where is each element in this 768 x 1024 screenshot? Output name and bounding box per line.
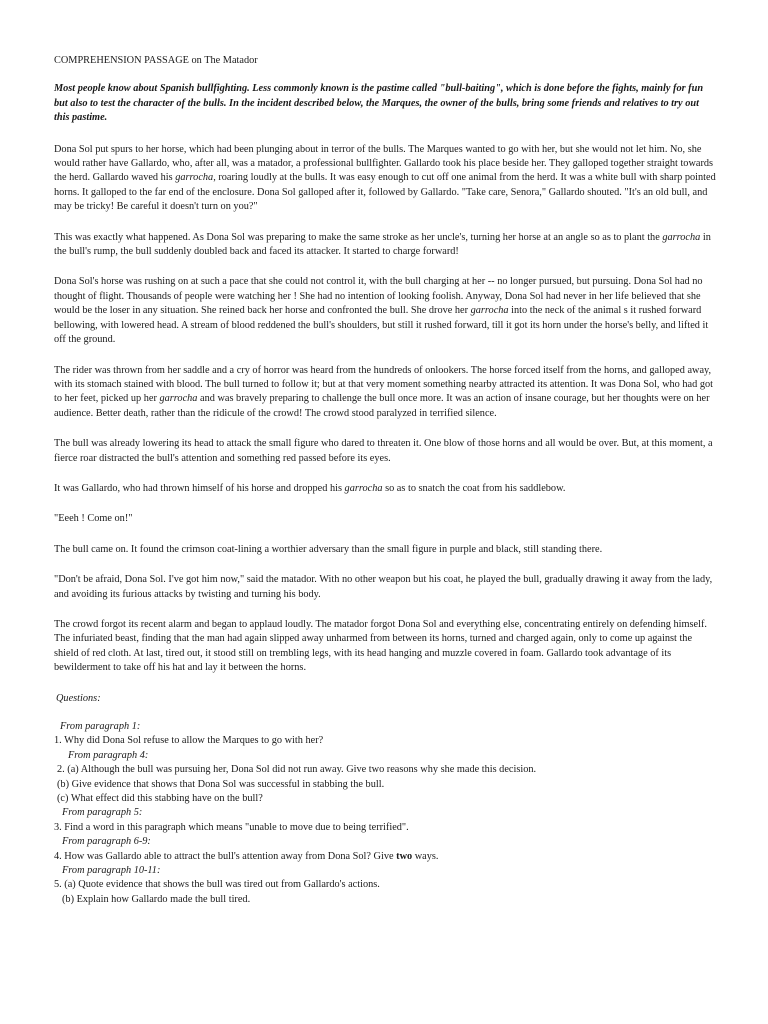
paragraph-7: "Eeeh ! Come on!" <box>54 513 133 525</box>
question-3: 3. Find a word in this paragraph which means "unable to move due to being terrified". <box>54 821 409 833</box>
question-section-label: From paragraph 4: <box>68 749 149 761</box>
question-2b: (b) Give evidence that shows that Dona Sol was successful in stabbing the bull. <box>57 778 385 790</box>
question-section-label: From paragraph 10-11: <box>62 865 161 877</box>
questions-section <box>54 692 716 908</box>
question-5a: 5. (a) Quote evidence that shows the bull was tired out from Gallardo's actions. <box>54 879 380 891</box>
paragraph-6: It was Gallardo, who had thrown himself of his horse and dropped his garrocha so as to snatch the coat from his saddlebow. <box>54 482 566 494</box>
question-4: 4. How was Gallardo able to attract the bull's attention away from Dona Sol? Give two ways. <box>54 850 439 862</box>
question-5b: (b) Explain how Gallardo made the bull tired. <box>62 893 251 905</box>
paragraph-1: Dona Sol put spurs to her horse, which had been plunging about in terror of the bulls. The Marques wanted to go with her, but she would not let him. No, she would rather have Gallardo, who, after all, was a matador, a professional bullfighter. Gallardo took his place beside her. They galloped together straight towards the herd. Gallardo waved his garrocha, roaring loudly at the bulls. It was easy enough to cut off one animal from the herd. It was a white bull with sharp pointed horns. It galloped to the far end of the enclosure. Dona Sol galloped after it, followed by Gallardo. "Take care, Senora," Gallardo shouted. "It's an old bull, and may be tricky! Be careful it doesn't turn on you?" <box>54 143 716 213</box>
questions-heading: Questions: <box>56 692 101 704</box>
paragraph-3: Dona Sol's horse was rushing on at such a pace that she could not control it, with the bull charging at her -- no longer pursued, but pursuing. Dona Sol had no thought of flight. Thousands of people were watching her ! She had no intention of looking foolish. Anyway, Dona Sol had never in her life believed that she would be the loser in any situation. She reined back her horse and confronted the bull. She drove her garrocha into the neck of the animal s it rushed forward bellowing, with lowered head. A stream of blood reddened the bull's shoulders, but still it rushed forward, till it got its horn under the horse's belly, and lifted it off the ground. <box>54 276 709 346</box>
paragraph-10: The crowd forgot its recent alarm and began to applaud loudly. The matador forgot Dona Sol and everything else, concentrating entirely on defending himself. The infuriated beast, finding that the man had again slipped away unharmed from between its horns, turned and charged again, only to come up against the shield of red cloth. At last, tired out, it stood still on trembling legs, with its head hanging and muzzle covered in foam. Gallardo took advantage of its bewilderment to take off his hat and lay it between the horns. <box>54 618 707 674</box>
paragraph-9: "Don't be afraid, Dona Sol. I've got him now," said the matador. With no other weapon but his coat, he played the bull, gradually drawing it away from the lady, and avoiding its furious attacks by twisting and turning his body. <box>54 574 713 600</box>
question-section-label: From paragraph 1: <box>60 721 141 732</box>
paragraph-2: This was exactly what happened. As Dona Sol was preparing to make the same stroke as her uncle's, turning her horse at an angle so as to plant the garrocha in the bull's rump, the bull suddenly doubled back and faced its attacker. It started to charge forward! <box>54 231 711 258</box>
intro-paragraph: Most people know about Spanish bullfighting. Less commonly known is the pastime called "bull-baiting", which is done before the fights, mainly for fun but also to test the character of the bulls. In the incident described below, the Marques, the owner of the bulls, bring some friends and relatives to try out this pastime. <box>54 83 704 124</box>
paragraph-5: The bull was already lowering its head to attack the small figure who dared to threaten it. One blow of those horns and all would be over. But, at this moment, a fierce roar distracted the bull's attention and something red passed before its eyes. <box>54 438 713 464</box>
question-2c: (c) What effect did this stabbing have on the bull? <box>57 793 263 805</box>
document-page <box>54 54 716 907</box>
question-1: 1. Why did Dona Sol refuse to allow the Marques to go with her? <box>54 735 324 747</box>
document-title: COMPREHENSION PASSAGE on The Matador <box>54 55 258 66</box>
question-section-label: From paragraph 5: <box>62 807 143 819</box>
question-section-label: From paragraph 6-9: <box>62 836 151 848</box>
question-2a: 2. (a) Although the bull was pursuing her, Dona Sol did not run away. Give two reasons why she made this decision. <box>57 764 537 776</box>
paragraph-8: The bull came on. It found the crimson coat-lining a worthier adversary than the small figure in purple and black, still standing there. <box>54 543 603 555</box>
paragraph-4: The rider was thrown from her saddle and a cry of horror was heard from the hundreds of onlookers. The horse forced itself from the horns, and galloped away, with its stomach stained with blood. The bull turned to follow it; but at that very moment something nearby attracted its attention. It was Dona Sol, who had got to her feet, picked up her garrocha and was bravely preparing to challenge the bull once more. It was an action of insane courage, but her thoughts were on her audience. Better death, rather than the ridicule of the crowd! The crowd stood paralyzed in terrified silence. <box>54 364 713 419</box>
